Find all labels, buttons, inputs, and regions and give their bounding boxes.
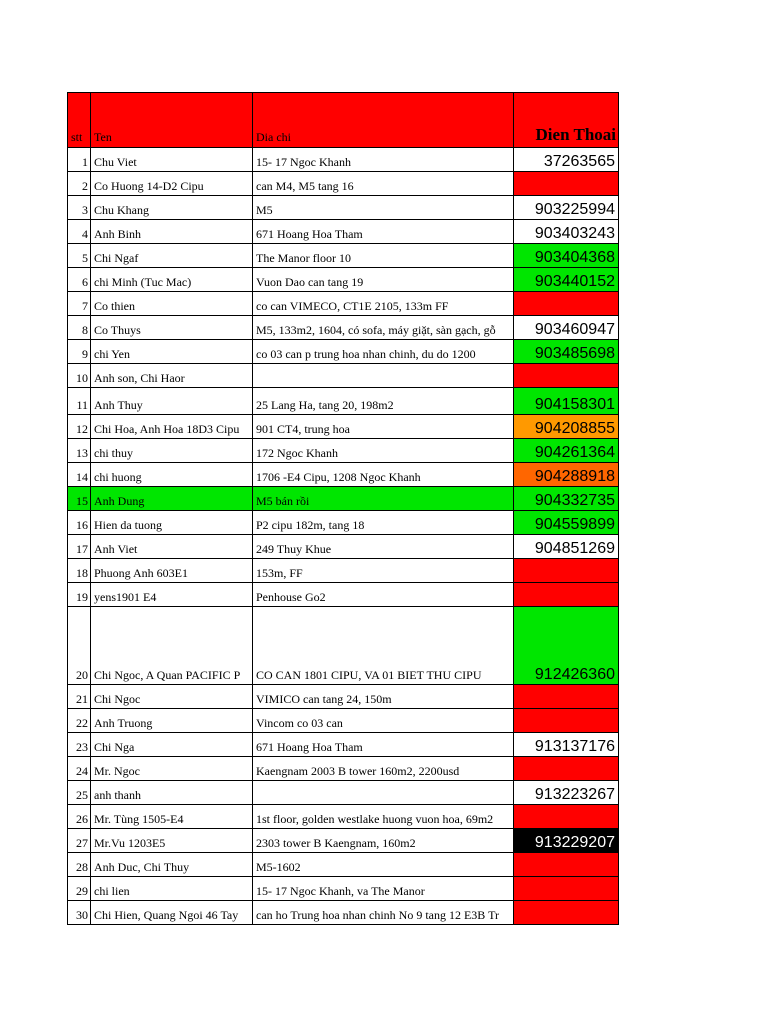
contact-spreadsheet: [67, 92, 619, 925]
cell-dia-chi[interactable]: can M4, M5 tang 16: [253, 172, 514, 196]
cell-ten[interactable]: Chi Hien, Quang Ngoi 46 Tay: [91, 901, 253, 925]
cell-ten[interactable]: Anh Duc, Chi Thuy: [91, 853, 253, 877]
cell-ten[interactable]: Chu Khang: [91, 196, 253, 220]
cell-dia-chi[interactable]: Vincom co 03 can: [253, 709, 514, 733]
cell-ten[interactable]: Phuong Anh 603E1: [91, 559, 253, 583]
cell-dia-chi[interactable]: 153m, FF: [253, 559, 514, 583]
cell-ten[interactable]: Co Thuys: [91, 316, 253, 340]
table-row: [68, 487, 619, 511]
cell-dien-thoai[interactable]: 913229207: [514, 829, 619, 853]
table-row: [68, 901, 619, 925]
cell-dia-chi[interactable]: 15- 17 Ngoc Khanh: [253, 148, 514, 172]
cell-ten[interactable]: Hien da tuong: [91, 511, 253, 535]
cell-dien-thoai[interactable]: 904288918: [514, 463, 619, 487]
cell-dien-thoai[interactable]: 903440152: [514, 268, 619, 292]
table-row: [68, 340, 619, 364]
cell-ten[interactable]: chi huong: [91, 463, 253, 487]
cell-dia-chi[interactable]: The Manor floor 10: [253, 244, 514, 268]
cell-stt[interactable]: 7: [68, 292, 91, 316]
cell-dia-chi[interactable]: 671 Hoang Hoa Tham: [253, 220, 514, 244]
cell-dia-chi[interactable]: M5, 133m2, 1604, có sofa, máy giặt, sàn gạch, gỗ: [253, 316, 514, 340]
cell-ten[interactable]: Co thien: [91, 292, 253, 316]
cell-stt[interactable]: 16: [68, 511, 91, 535]
cell-stt[interactable]: 25: [68, 781, 91, 805]
cell-dien-thoai[interactable]: 904208855: [514, 415, 619, 439]
cell-ten[interactable]: Co Huong 14-D2 Cipu: [91, 172, 253, 196]
cell-stt[interactable]: 30: [68, 901, 91, 925]
cell-stt[interactable]: 20: [68, 607, 91, 685]
cell-ten[interactable]: Anh Viet: [91, 535, 253, 559]
table-row: [68, 388, 619, 415]
header-dien-thoai[interactable]: Dien Thoai: [514, 93, 619, 148]
table-row: [68, 877, 619, 901]
table-row: [68, 268, 619, 292]
cell-ten[interactable]: Chi Hoa, Anh Hoa 18D3 Cipu: [91, 415, 253, 439]
table-row: [68, 733, 619, 757]
cell-dia-chi[interactable]: CO CAN 1801 CIPU, VA 01 BIET THU CIPU: [253, 607, 514, 685]
table-row: [68, 196, 619, 220]
cell-stt[interactable]: 28: [68, 853, 91, 877]
table-row: [68, 853, 619, 877]
table-row: [68, 685, 619, 709]
cell-dia-chi[interactable]: M5 bán rồi: [253, 487, 514, 511]
table-row: [68, 511, 619, 535]
table-row: [68, 781, 619, 805]
table-row: [68, 829, 619, 853]
cell-dia-chi[interactable]: 249 Thuy Khue: [253, 535, 514, 559]
cell-stt[interactable]: 27: [68, 829, 91, 853]
cell-stt[interactable]: 23: [68, 733, 91, 757]
cell-dien-thoai[interactable]: 913137176: [514, 733, 619, 757]
cell-dia-chi[interactable]: 15- 17 Ngoc Khanh, va The Manor: [253, 877, 514, 901]
cell-stt[interactable]: 24: [68, 757, 91, 781]
cell-stt[interactable]: 22: [68, 709, 91, 733]
cell-dia-chi[interactable]: co can VIMECO, CT1E 2105, 133m FF: [253, 292, 514, 316]
cell-ten[interactable]: Anh Dung: [91, 487, 253, 511]
table-row: [68, 172, 619, 196]
cell-dia-chi[interactable]: [253, 364, 514, 388]
table-row: [68, 415, 619, 439]
cell-ten[interactable]: Anh son, Chi Haor: [91, 364, 253, 388]
cell-dien-thoai[interactable]: 912468287: [514, 685, 619, 709]
cell-stt[interactable]: 13: [68, 439, 91, 463]
cell-dia-chi[interactable]: Penhouse Go2: [253, 583, 514, 607]
cell-dien-thoai[interactable]: 904332735: [514, 487, 619, 511]
table-row: [68, 439, 619, 463]
cell-stt[interactable]: 1: [68, 148, 91, 172]
header-dia-chi[interactable]: Dia chi: [253, 93, 514, 148]
cell-ten[interactable]: yens1901 E4: [91, 583, 253, 607]
cell-ten[interactable]: Chi Ngaf: [91, 244, 253, 268]
cell-ten[interactable]: chi Yen: [91, 340, 253, 364]
cell-ten[interactable]: anh thanh: [91, 781, 253, 805]
cell-stt[interactable]: 6: [68, 268, 91, 292]
cell-dien-thoai[interactable]: 912006165: [514, 559, 619, 583]
header-ten[interactable]: Ten: [91, 93, 253, 148]
cell-ten[interactable]: Anh Binh: [91, 220, 253, 244]
cell-dien-thoai[interactable]: 912596993: [514, 709, 619, 733]
cell-stt[interactable]: 10: [68, 364, 91, 388]
table-row: [68, 244, 619, 268]
cell-dia-chi[interactable]: 1706 -E4 Cipu, 1208 Ngoc Khanh: [253, 463, 514, 487]
table-row: [68, 316, 619, 340]
cell-ten[interactable]: chi lien: [91, 877, 253, 901]
cell-dien-thoai[interactable]: 913237650: [514, 877, 619, 901]
cell-dia-chi[interactable]: P2 cipu 182m, tang 18: [253, 511, 514, 535]
cell-ten[interactable]: Mr. Ngoc: [91, 757, 253, 781]
cell-stt[interactable]: 17: [68, 535, 91, 559]
header-row: [68, 93, 619, 148]
cell-dien-thoai[interactable]: 913225731: [514, 805, 619, 829]
cell-stt[interactable]: 18: [68, 559, 91, 583]
table-row: [68, 292, 619, 316]
cell-dia-chi[interactable]: VIMICO can tang 24, 150m: [253, 685, 514, 709]
cell-stt[interactable]: 12: [68, 415, 91, 439]
cell-dien-thoai[interactable]: 912426360: [514, 607, 619, 685]
cell-ten[interactable]: Mr.Vu 1203E5: [91, 829, 253, 853]
cell-ten[interactable]: Anh Thuy: [91, 388, 253, 415]
cell-dien-thoai[interactable]: 904851269: [514, 535, 619, 559]
cell-ten[interactable]: Chu Viet: [91, 148, 253, 172]
cell-dia-chi[interactable]: M5-1602: [253, 853, 514, 877]
sheet-body: [68, 93, 619, 925]
cell-stt[interactable]: 5: [68, 244, 91, 268]
cell-dien-thoai[interactable]: 903485698: [514, 340, 619, 364]
cell-stt[interactable]: 9: [68, 340, 91, 364]
cell-dien-thoai[interactable]: 904158301: [514, 388, 619, 415]
cell-dien-thoai[interactable]: 903404368: [514, 244, 619, 268]
cell-stt[interactable]: 14: [68, 463, 91, 487]
table-row: [68, 535, 619, 559]
cell-dia-chi[interactable]: can ho Trung hoa nhan chinh No 9 tang 12 E3B Tr: [253, 901, 514, 925]
cell-stt[interactable]: 11: [68, 388, 91, 415]
cell-dia-chi[interactable]: 1st floor, golden westlake huong vuon hoa, 69m2: [253, 805, 514, 829]
cell-ten[interactable]: chi thuy: [91, 439, 253, 463]
cell-ten[interactable]: Anh Truong: [91, 709, 253, 733]
cell-dien-thoai[interactable]: 913218788: [514, 757, 619, 781]
cell-dien-thoai[interactable]: 903403243: [514, 220, 619, 244]
cell-ten[interactable]: Chi Ngoc: [91, 685, 253, 709]
cell-stt[interactable]: 8: [68, 316, 91, 340]
cell-dia-chi[interactable]: M5: [253, 196, 514, 220]
table-row: [68, 559, 619, 583]
cell-dien-thoai[interactable]: 904261364: [514, 439, 619, 463]
cell-ten[interactable]: chi Minh (Tuc Mac): [91, 268, 253, 292]
table-row: [68, 364, 619, 388]
cell-ten[interactable]: Chi Nga: [91, 733, 253, 757]
cell-dia-chi[interactable]: Vuon Dao can tang 19: [253, 268, 514, 292]
cell-dien-thoai[interactable]: 902169018: [514, 172, 619, 196]
cell-dia-chi[interactable]: co 03 can p trung hoa nhan chinh, du do 1200: [253, 340, 514, 364]
cell-dien-thoai[interactable]: 903225994: [514, 196, 619, 220]
cell-dien-thoai[interactable]: 37263565: [514, 148, 619, 172]
cell-ten[interactable]: Mr. Tùng 1505-E4: [91, 805, 253, 829]
cell-dia-chi[interactable]: [253, 781, 514, 805]
cell-dien-thoai[interactable]: 913223267: [514, 781, 619, 805]
table-row: [68, 148, 619, 172]
cell-stt[interactable]: 3: [68, 196, 91, 220]
cell-stt[interactable]: 21: [68, 685, 91, 709]
cell-stt[interactable]: 4: [68, 220, 91, 244]
table-row: [68, 805, 619, 829]
cell-stt[interactable]: 2: [68, 172, 91, 196]
cell-dien-thoai[interactable]: 903442824: [514, 292, 619, 316]
cell-ten[interactable]: Chi Ngoc, A Quan PACIFIC P: [91, 607, 253, 685]
table-row: [68, 757, 619, 781]
table-row: [68, 607, 619, 685]
cell-stt[interactable]: 29: [68, 877, 91, 901]
cell-dien-thoai[interactable]: 912147061: [514, 583, 619, 607]
table-row: [68, 709, 619, 733]
cell-dien-thoai[interactable]: 913246666: [514, 901, 619, 925]
cell-dien-thoai[interactable]: 904114126: [514, 364, 619, 388]
table-row: [68, 220, 619, 244]
table-row: [68, 583, 619, 607]
cell-dien-thoai[interactable]: 913234814: [514, 853, 619, 877]
cell-dia-chi[interactable]: 25 Lang Ha, tang 20, 198m2: [253, 388, 514, 415]
cell-dia-chi[interactable]: Kaengnam 2003 B tower 160m2, 2200usd: [253, 757, 514, 781]
table-row: [68, 463, 619, 487]
cell-dia-chi[interactable]: 901 CT4, trung hoa: [253, 415, 514, 439]
cell-dia-chi[interactable]: 172 Ngoc Khanh: [253, 439, 514, 463]
cell-stt[interactable]: 19: [68, 583, 91, 607]
cell-dien-thoai[interactable]: 904559899: [514, 511, 619, 535]
cell-dien-thoai[interactable]: 903460947: [514, 316, 619, 340]
cell-stt[interactable]: 15: [68, 487, 91, 511]
cell-dia-chi[interactable]: 2303 tower B Kaengnam, 160m2: [253, 829, 514, 853]
header-stt[interactable]: stt: [68, 93, 91, 148]
cell-dia-chi[interactable]: 671 Hoang Hoa Tham: [253, 733, 514, 757]
cell-stt[interactable]: 26: [68, 805, 91, 829]
